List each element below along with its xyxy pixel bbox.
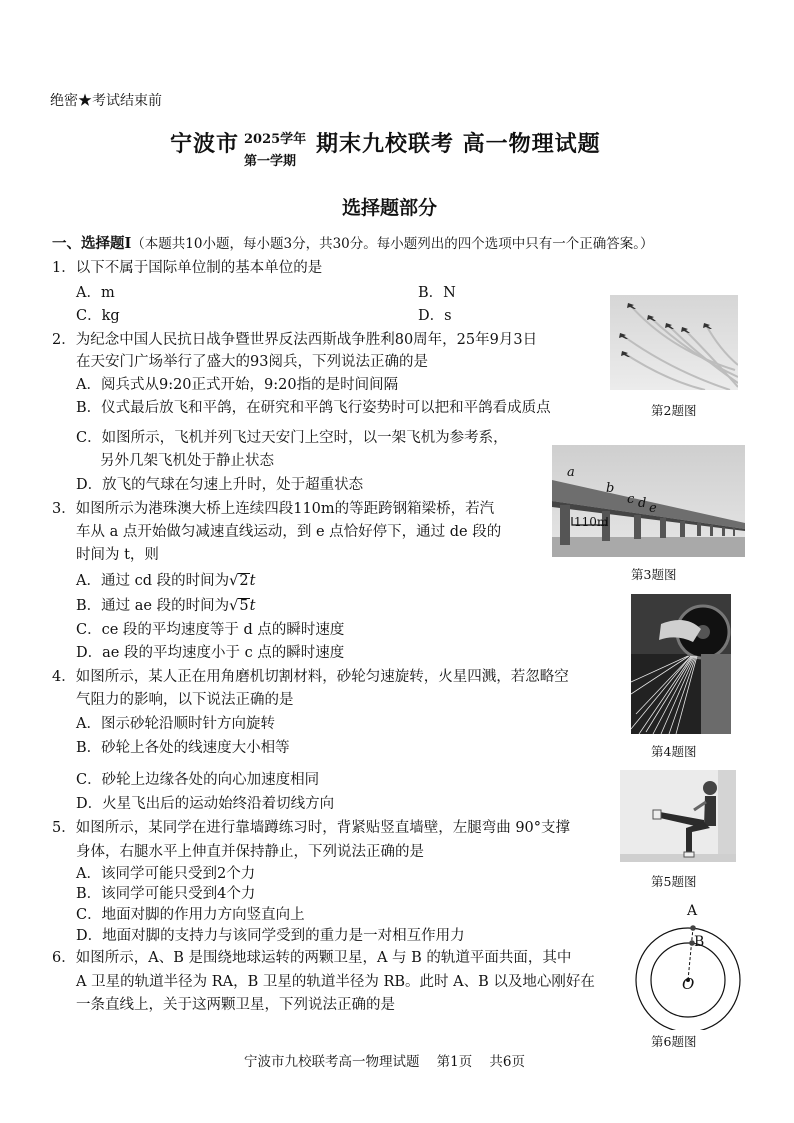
title-city: 宁波市 [170,131,240,157]
q3-option-b: B．通过 ae 段的时间为√5t [76,598,256,614]
figure-6-orbits [626,902,746,1030]
q3-stem-line3: 时间为 t，则 [76,547,159,563]
q1-option-b: B．N [418,285,456,301]
title-term: 第一学期 [244,154,297,169]
figure-3-label-c: c [627,492,635,507]
page-footer: 宁波市九校联考高一物理试题 第1页 共6页 [244,1054,526,1070]
q4-stem-line1: 4．如图所示，某人正在用角磨机切割材料，砂轮匀速旋转，火星四溅，若忽略空 [52,669,569,685]
q4-option-a: A．图示砂轮沿顺时针方向旋转 [76,716,275,732]
q3-option-b-var: t [249,598,256,614]
q1-option-d: D．s [418,308,452,324]
q1-stem: 1．以下不属于国际单位制的基本单位的是 [52,260,323,276]
q5-option-d: D．地面对脚的支持力与该同学受到的重力是一对相互作用力 [76,928,465,944]
q1-option-c: C．kg [76,308,120,324]
q5-stem-line1: 5．如图所示，某同学在进行靠墙蹲练习时，背紧贴竖直墙壁，左腿弯曲 90°支撑 [52,820,571,836]
figure-5-caption: 第5题图 [651,874,697,889]
figure-3-label-d: d [638,496,647,511]
confidential-mark: 绝密★考试结束前 [50,93,162,109]
part1-header [52,234,654,254]
figure-6-label-a: A [687,903,698,919]
figure-3-label-b: b [606,481,615,496]
q3-option-d: D．ae 段的平均速度小于 c 点的瞬时速度 [76,645,345,661]
q5-option-a: A．该同学可能只受到2个力 [76,866,256,882]
q4-stem-line2: 气阻力的影响，以下说法正确的是 [76,692,294,708]
figure-4-grinder [631,594,731,734]
q3-option-a-var: t [249,573,256,589]
q2-option-d: D．放飞的气球在匀速上升时，处于超重状态 [76,477,364,493]
q3-stem-line2: 车从 a 点开始做匀减速直线运动，到 e 点恰好停下，通过 de 段的 [76,524,502,540]
q2-stem-line2: 在天安门广场举行了盛大的93阅兵，下列说法正确的是 [76,354,428,370]
q2-option-c-line1: C．如图所示，飞机并列飞过天安门上空时，以一架飞机为参考系， [76,430,508,446]
q2-stem-line1: 2．为纪念中国人民抗日战争暨世界反法西斯战争胜利80周年，25年9月3日 [52,332,538,348]
title-rest: 期末九校联考 高一物理试题 [316,131,601,157]
q3-option-b-text: B．通过 ae 段的时间为 [76,598,230,614]
figure-5-wall-sit [620,770,736,862]
q6-stem-line2: A 卫星的轨道半径为 RA，B 卫星的轨道半径为 RB。此时 A、B 以及地心刚好在 [76,974,595,990]
q3-option-a: A．通过 cd 段的时间为√2t [76,573,256,589]
figure-2-jets [610,295,738,390]
figure-6-label-b: B [694,934,705,950]
q3-stem-line1: 3．如图所示为港珠澳大桥上连续四段110m的等距跨钢箱梁桥，若汽 [52,501,495,517]
q6-stem-line3: 一条直线上，关于这两颗卫星，下列说法正确的是 [76,997,395,1013]
title-year: 2025学年 [244,132,307,147]
q3-option-a-text: A．通过 cd 段的时间为 [76,573,230,589]
figure-3-label-e: e [649,501,657,516]
q3-option-a-radicand: 2 [239,573,249,589]
figure-2-caption: 第2题图 [651,403,697,418]
figure-3-bridge [552,445,745,557]
q5-option-c: C．地面对脚的作用力方向竖直向上 [76,907,305,923]
part1-desc: （本题共10小题，每小题3分，共30分。每小题列出的四个选项中只有一个正确答案。） [131,236,654,252]
q6-stem-line1: 6．如图所示，A、B 是围绕地球运转的两颗卫星，A 与 B 的轨道平面共面，其中 [52,950,572,966]
q1-option-a: A．m [76,285,115,301]
figure-3-label-a: a [567,465,575,480]
q5-stem-line2: 身体，右腿水平上伸直并保持静止，下列说法正确的是 [76,844,424,860]
q3-option-c: C．ce 段的平均速度等于 d 点的瞬时速度 [76,622,345,638]
q4-option-d: D．火星飞出后的运动始终沿着切线方向 [76,796,335,812]
q4-option-b: B．砂轮上各处的线速度大小相等 [76,740,290,756]
q4-option-c: C．砂轮上边缘各处的向心加速度相同 [76,772,320,788]
section-heading: 选择题部分 [342,197,438,219]
figure-3-caption: 第3题图 [631,567,677,582]
q2-option-a: A．阅兵式从9:20正式开始，9:20指的是时间间隔 [76,377,399,393]
q3-option-b-radicand: 5 [239,598,249,614]
q2-option-c-line2: 另外几架飞机处于静止状态 [100,453,274,469]
q2-option-b: B．仪式最后放飞和平鸽，在研究和平鸽飞行姿势时可以把和平鸽看成质点 [76,400,551,416]
figure-4-caption: 第4题图 [651,744,697,759]
part1-label: 一、选择题Ⅰ [52,235,132,252]
figure-3-label-110m: 110m [574,515,609,529]
figure-6-label-o: O [682,975,695,993]
q5-option-b: B．该同学可能只受到4个力 [76,886,256,902]
figure-6-caption: 第6题图 [651,1034,697,1049]
